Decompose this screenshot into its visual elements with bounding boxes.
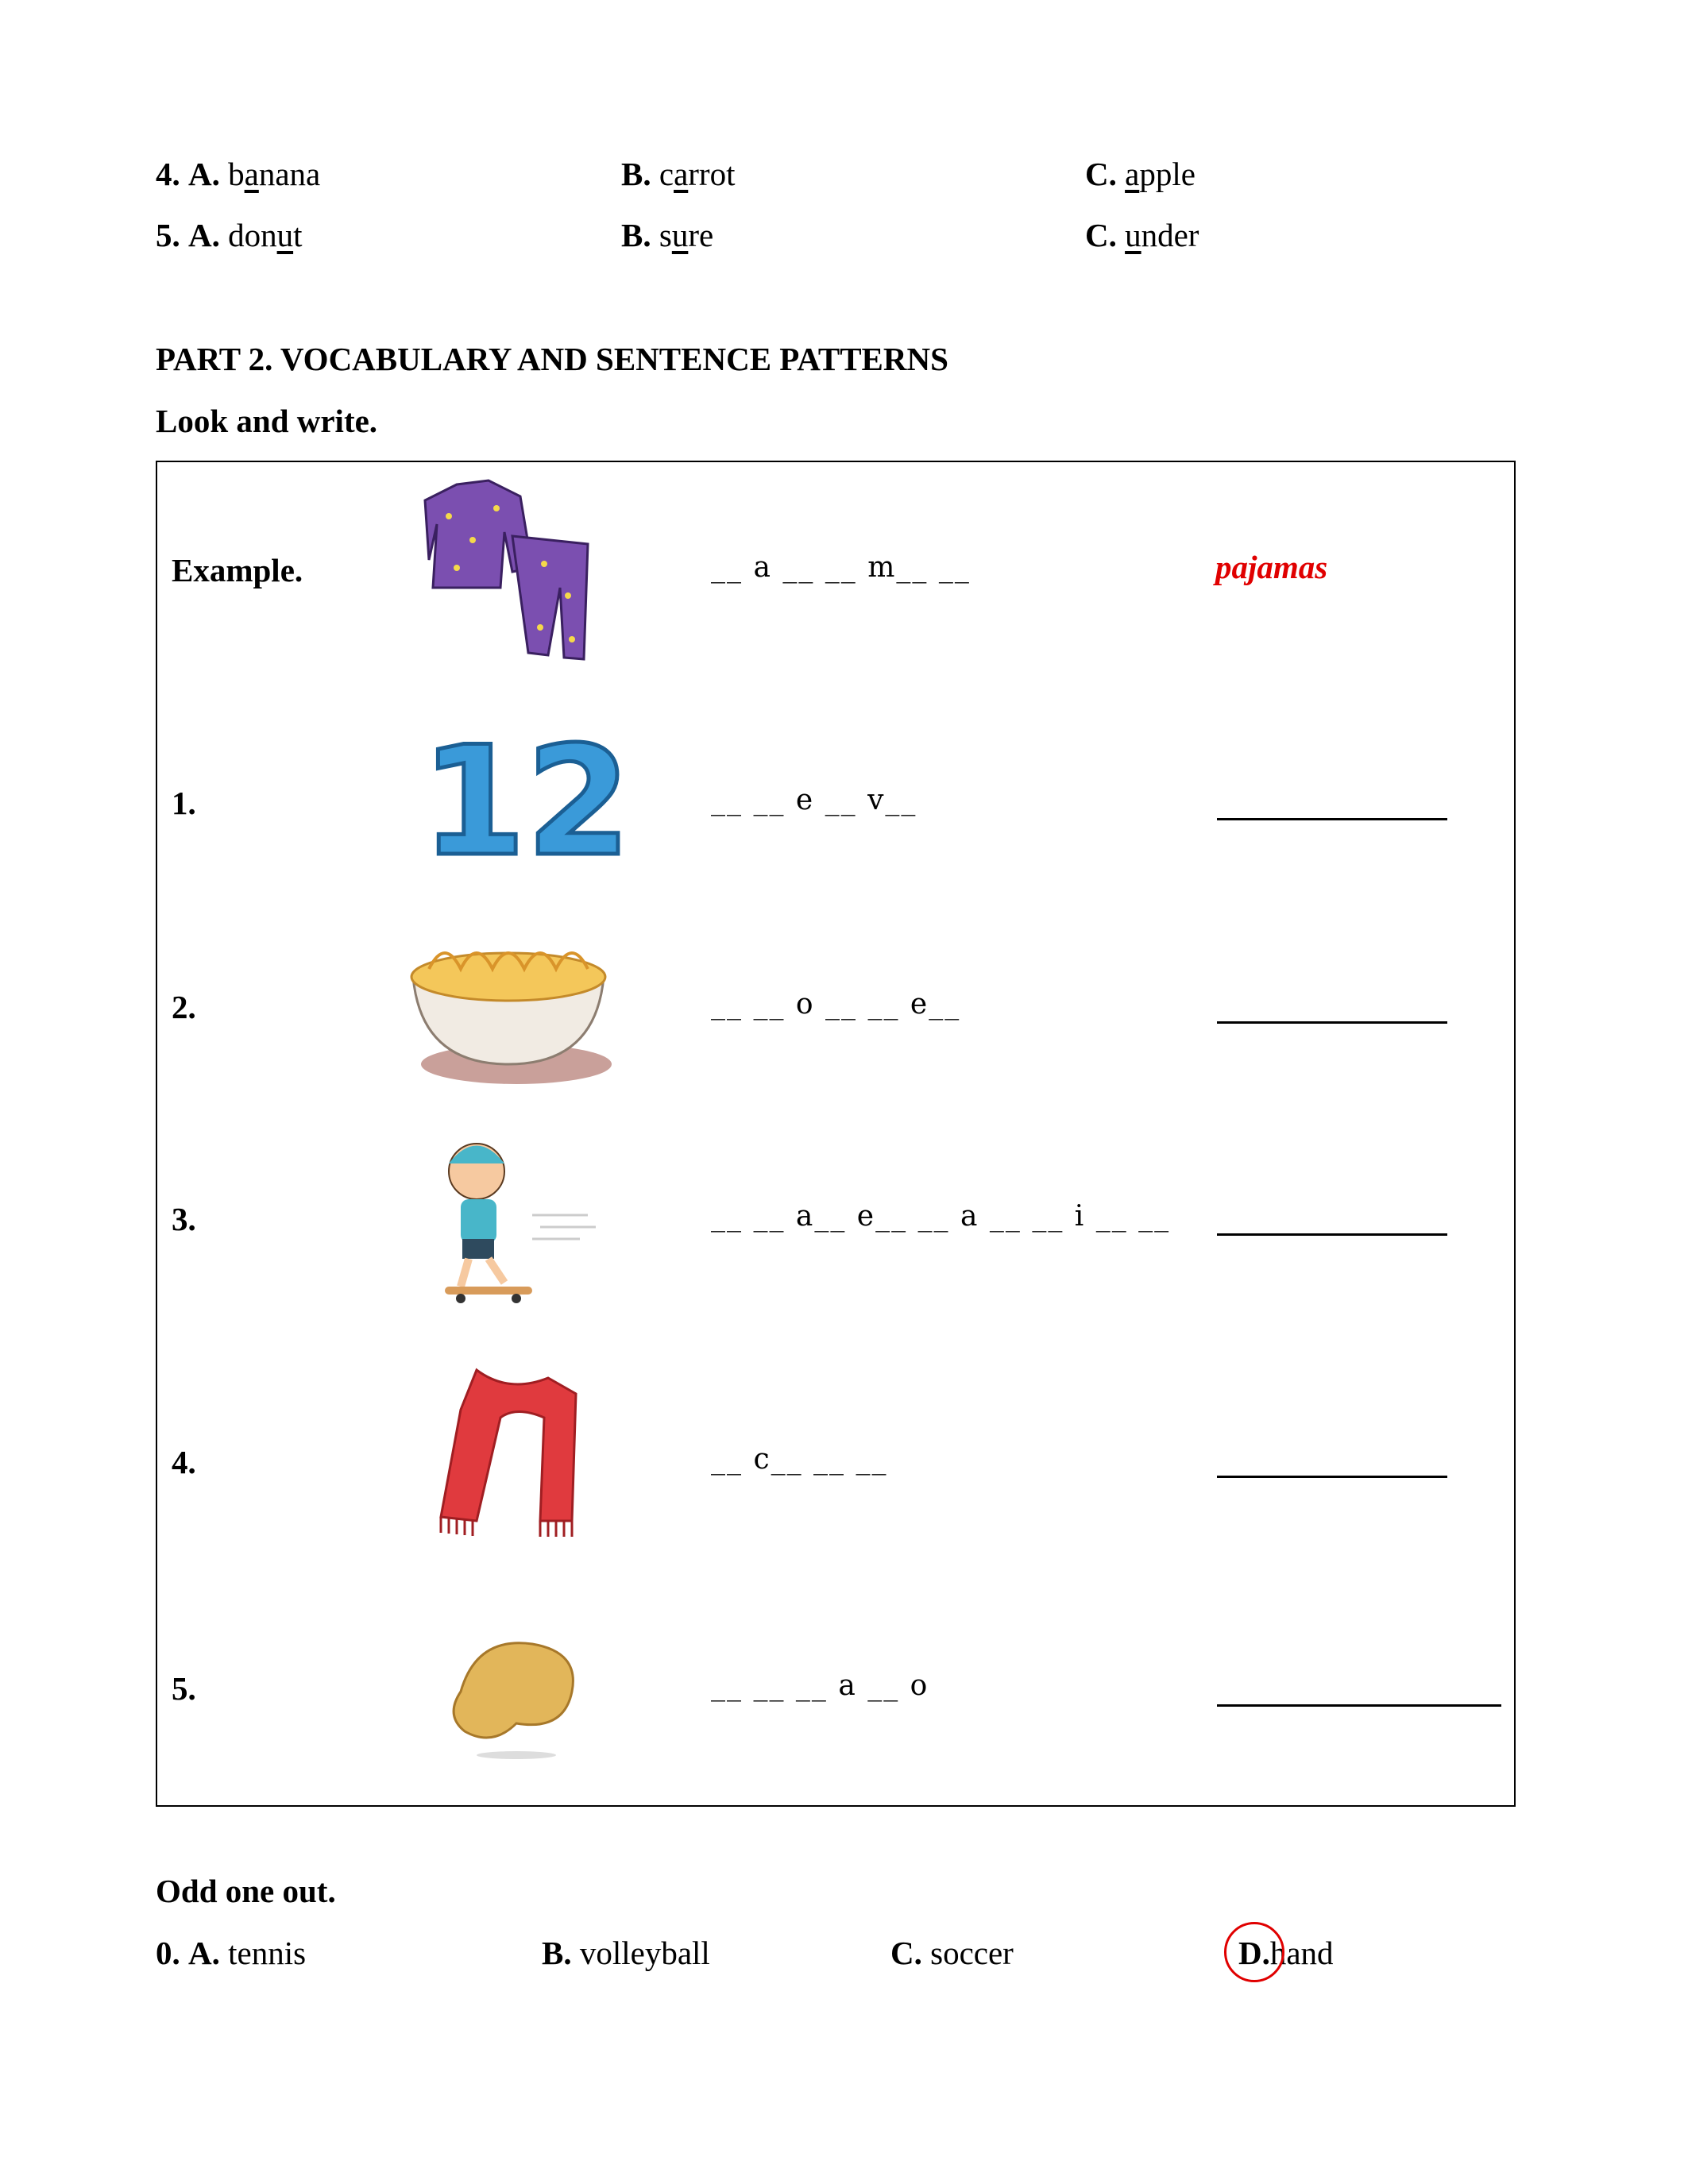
pajamas-image: [425, 477, 604, 663]
part2-title: PART 2. VOCABULARY AND SENTENCE PATTERNS: [156, 341, 948, 377]
letter-pattern: __ a __ __ m__ __: [711, 551, 971, 584]
row-label: 2.: [172, 989, 196, 1025]
answer-circle: [1224, 1922, 1284, 1982]
odd-option-d: D.hand: [1238, 1935, 1334, 1971]
odd-option-b: B. volleyball: [542, 1935, 710, 1971]
odd-option-a: 0. A. tennis: [156, 1935, 307, 1971]
example-answer: pajamas: [1215, 549, 1328, 585]
instruction: Look and write.: [156, 403, 378, 439]
scarf-image: [429, 1362, 588, 1561]
letter-pattern: __ __ a__ e__ __ a __ __ i __ __: [711, 1200, 1171, 1233]
row-label: Example.: [172, 552, 303, 588]
svg-text:12: 12: [421, 714, 632, 889]
q4-option-a: 4. A. banana: [156, 156, 321, 192]
letter-pattern: __ __ e __ v__: [711, 784, 917, 816]
q4-option-c: C. apple: [1085, 156, 1196, 192]
potato-image: [445, 1628, 588, 1763]
look-and-write-table: [156, 461, 1516, 1807]
row-label: 4.: [172, 1444, 196, 1480]
answer-line-1[interactable]: [1217, 818, 1447, 820]
q4-option-b: B. carrot: [621, 156, 736, 192]
row-label: 1.: [172, 785, 196, 821]
q5-option-b: B. sure: [621, 217, 714, 253]
row-label: 3.: [172, 1201, 196, 1237]
girl-skateboarding-image: [429, 1128, 604, 1310]
letter-pattern: __ c__ __ __: [711, 1443, 888, 1476]
q5-option-c: C. under: [1085, 217, 1199, 253]
noodle-bowl-image: [405, 929, 620, 1088]
answer-line-2[interactable]: [1217, 1021, 1447, 1024]
q5-option-a: 5. A. donut: [156, 217, 303, 253]
answer-line-4[interactable]: [1217, 1476, 1447, 1478]
odd-one-out-title: Odd one out.: [156, 1873, 336, 1909]
letter-pattern: __ __ __ a __ o: [711, 1669, 929, 1702]
row-label: 5.: [172, 1670, 196, 1707]
number-twelve-image: [421, 714, 632, 889]
odd-option-c: C. soccer: [890, 1935, 1014, 1971]
letter-pattern: __ __ o __ __ e__: [711, 988, 961, 1021]
answer-line-5[interactable]: [1217, 1704, 1501, 1707]
answer-line-3[interactable]: [1217, 1233, 1447, 1236]
